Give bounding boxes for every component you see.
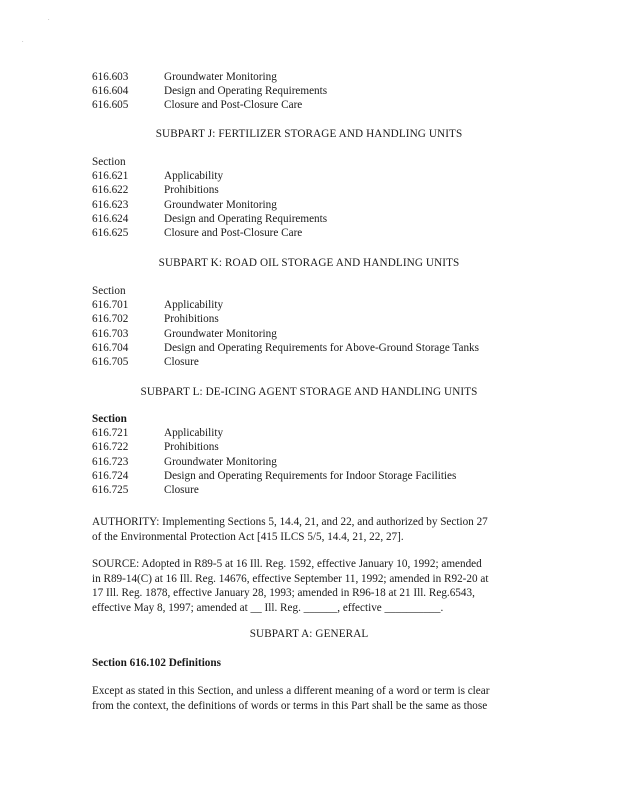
toc-row [92,84,327,98]
section-number: 616.621 [92,170,129,183]
section-number: 616.721 [92,427,129,440]
toc-row [92,70,327,84]
toc-row [92,212,327,226]
subpart-l-toc [92,412,456,497]
section-title: Applicability [164,427,224,440]
toc-row [92,355,479,369]
section-number: 616.624 [92,212,129,225]
section-title: Prohibitions [164,184,219,197]
section-title: Groundwater Monitoring [164,455,277,468]
section-title: Design and Operating Requirements for Above-Ground Storage Tanks [164,341,479,354]
section-column-label: Section [92,285,126,297]
authority-line: AUTHORITY: Implementing Sections 5, 14.4, 21, and 22, and authorized by Section 27 [92,516,488,528]
section-title: Design and Operating Requirements for Indoor Storage Facilities [164,469,457,482]
definitions-heading: Section 616.102 Definitions [92,657,221,669]
toc-row [92,198,327,212]
toc-row [92,98,327,112]
toc-row [92,455,456,469]
source-line: effective May 8, 1997; amended at __ Ill. Reg. ______, effective __________. [92,601,444,614]
section-title: Closure [164,356,199,369]
section-number: 616.605 [92,99,129,112]
section-title: Closure [164,484,199,497]
source-line: SOURCE: Adopted in R89-5 at 16 Ill. Reg. 1592, effective January 10, 1992; amended [92,558,482,570]
section-column-label: Section [92,156,126,168]
section-number: 616.702 [92,313,129,326]
toc-row [92,483,456,497]
section-title: Prohibitions [164,441,219,454]
definitions-line: Except as stated in this Section, and unless a different meaning of a word or term is clear [92,685,490,697]
toc-row [92,169,327,183]
section-title: Groundwater Monitoring [164,327,277,340]
subpart-k-toc [92,284,479,369]
source-line: in R89-14(C) at 16 Ill. Reg. 14676, effective September 11, 1992; amended in R92-20 at [92,572,489,585]
section-title: Design and Operating Requirements [164,212,328,225]
subpart-l-heading: SUBPART L: DE-ICING AGENT STORAGE AND HANDLING UNITS [140,386,478,398]
scan-speck: . [48,16,50,22]
authority-note [92,515,532,544]
toc-row [92,226,327,240]
section-number: 616.622 [92,184,129,197]
toc-row [92,426,456,440]
section-number: 616.703 [92,327,129,340]
toc-row [92,327,479,341]
authority-line: of the Environmental Protection Act [415 ILCS 5/5, 14.4, 21, 22, 27]. [92,530,404,543]
section-column-label: Section [92,413,127,425]
toc-row [92,183,327,197]
toc-row [92,469,456,483]
section-title: Prohibitions [164,313,219,326]
subpart-j-heading: SUBPART J: FERTILIZER STORAGE AND HANDLING UNITS [155,128,463,140]
section-number: 616.603 [92,71,129,83]
source-note [92,557,532,615]
section-title: Design and Operating Requirements [164,85,328,98]
section-number: 616.604 [92,85,129,98]
section-title: Applicability [164,299,224,312]
scan-speck: . [22,38,24,44]
toc-row [92,440,456,454]
source-line: 17 Ill. Reg. 1878, effective January 28, 1993; amended in R96-18 at 21 Ill. Reg.6543, [92,587,475,599]
subpart-k-heading: SUBPART K: ROAD OIL STORAGE AND HANDLING UNITS [158,257,460,269]
section-number: 616.704 [92,341,129,354]
section-number: 616.623 [92,198,129,211]
section-title: Applicability [164,170,224,183]
section-title: Closure and Post-Closure Care [164,99,303,112]
toc-row [92,341,479,355]
section-number: 616.724 [92,469,129,482]
section-number: 616.701 [92,299,129,312]
section-number: 616.725 [92,484,129,497]
section-title: Groundwater Monitoring [164,71,277,83]
toc-row [92,312,479,326]
section-number: 616.723 [92,455,129,468]
toc-top-block [92,70,327,113]
definitions-line: from the context, the definitions of words or terms in this Part shall be the same as those [92,699,488,712]
subpart-a-heading: SUBPART A: GENERAL [249,628,369,640]
section-number: 616.705 [92,356,129,369]
section-title: Groundwater Monitoring [164,198,277,211]
toc-row [92,298,479,312]
section-number: 616.722 [92,441,129,454]
definitions-body [92,684,532,713]
subpart-j-toc [92,155,327,240]
section-title: Closure and Post-Closure Care [164,227,303,240]
section-number: 616.625 [92,227,129,240]
